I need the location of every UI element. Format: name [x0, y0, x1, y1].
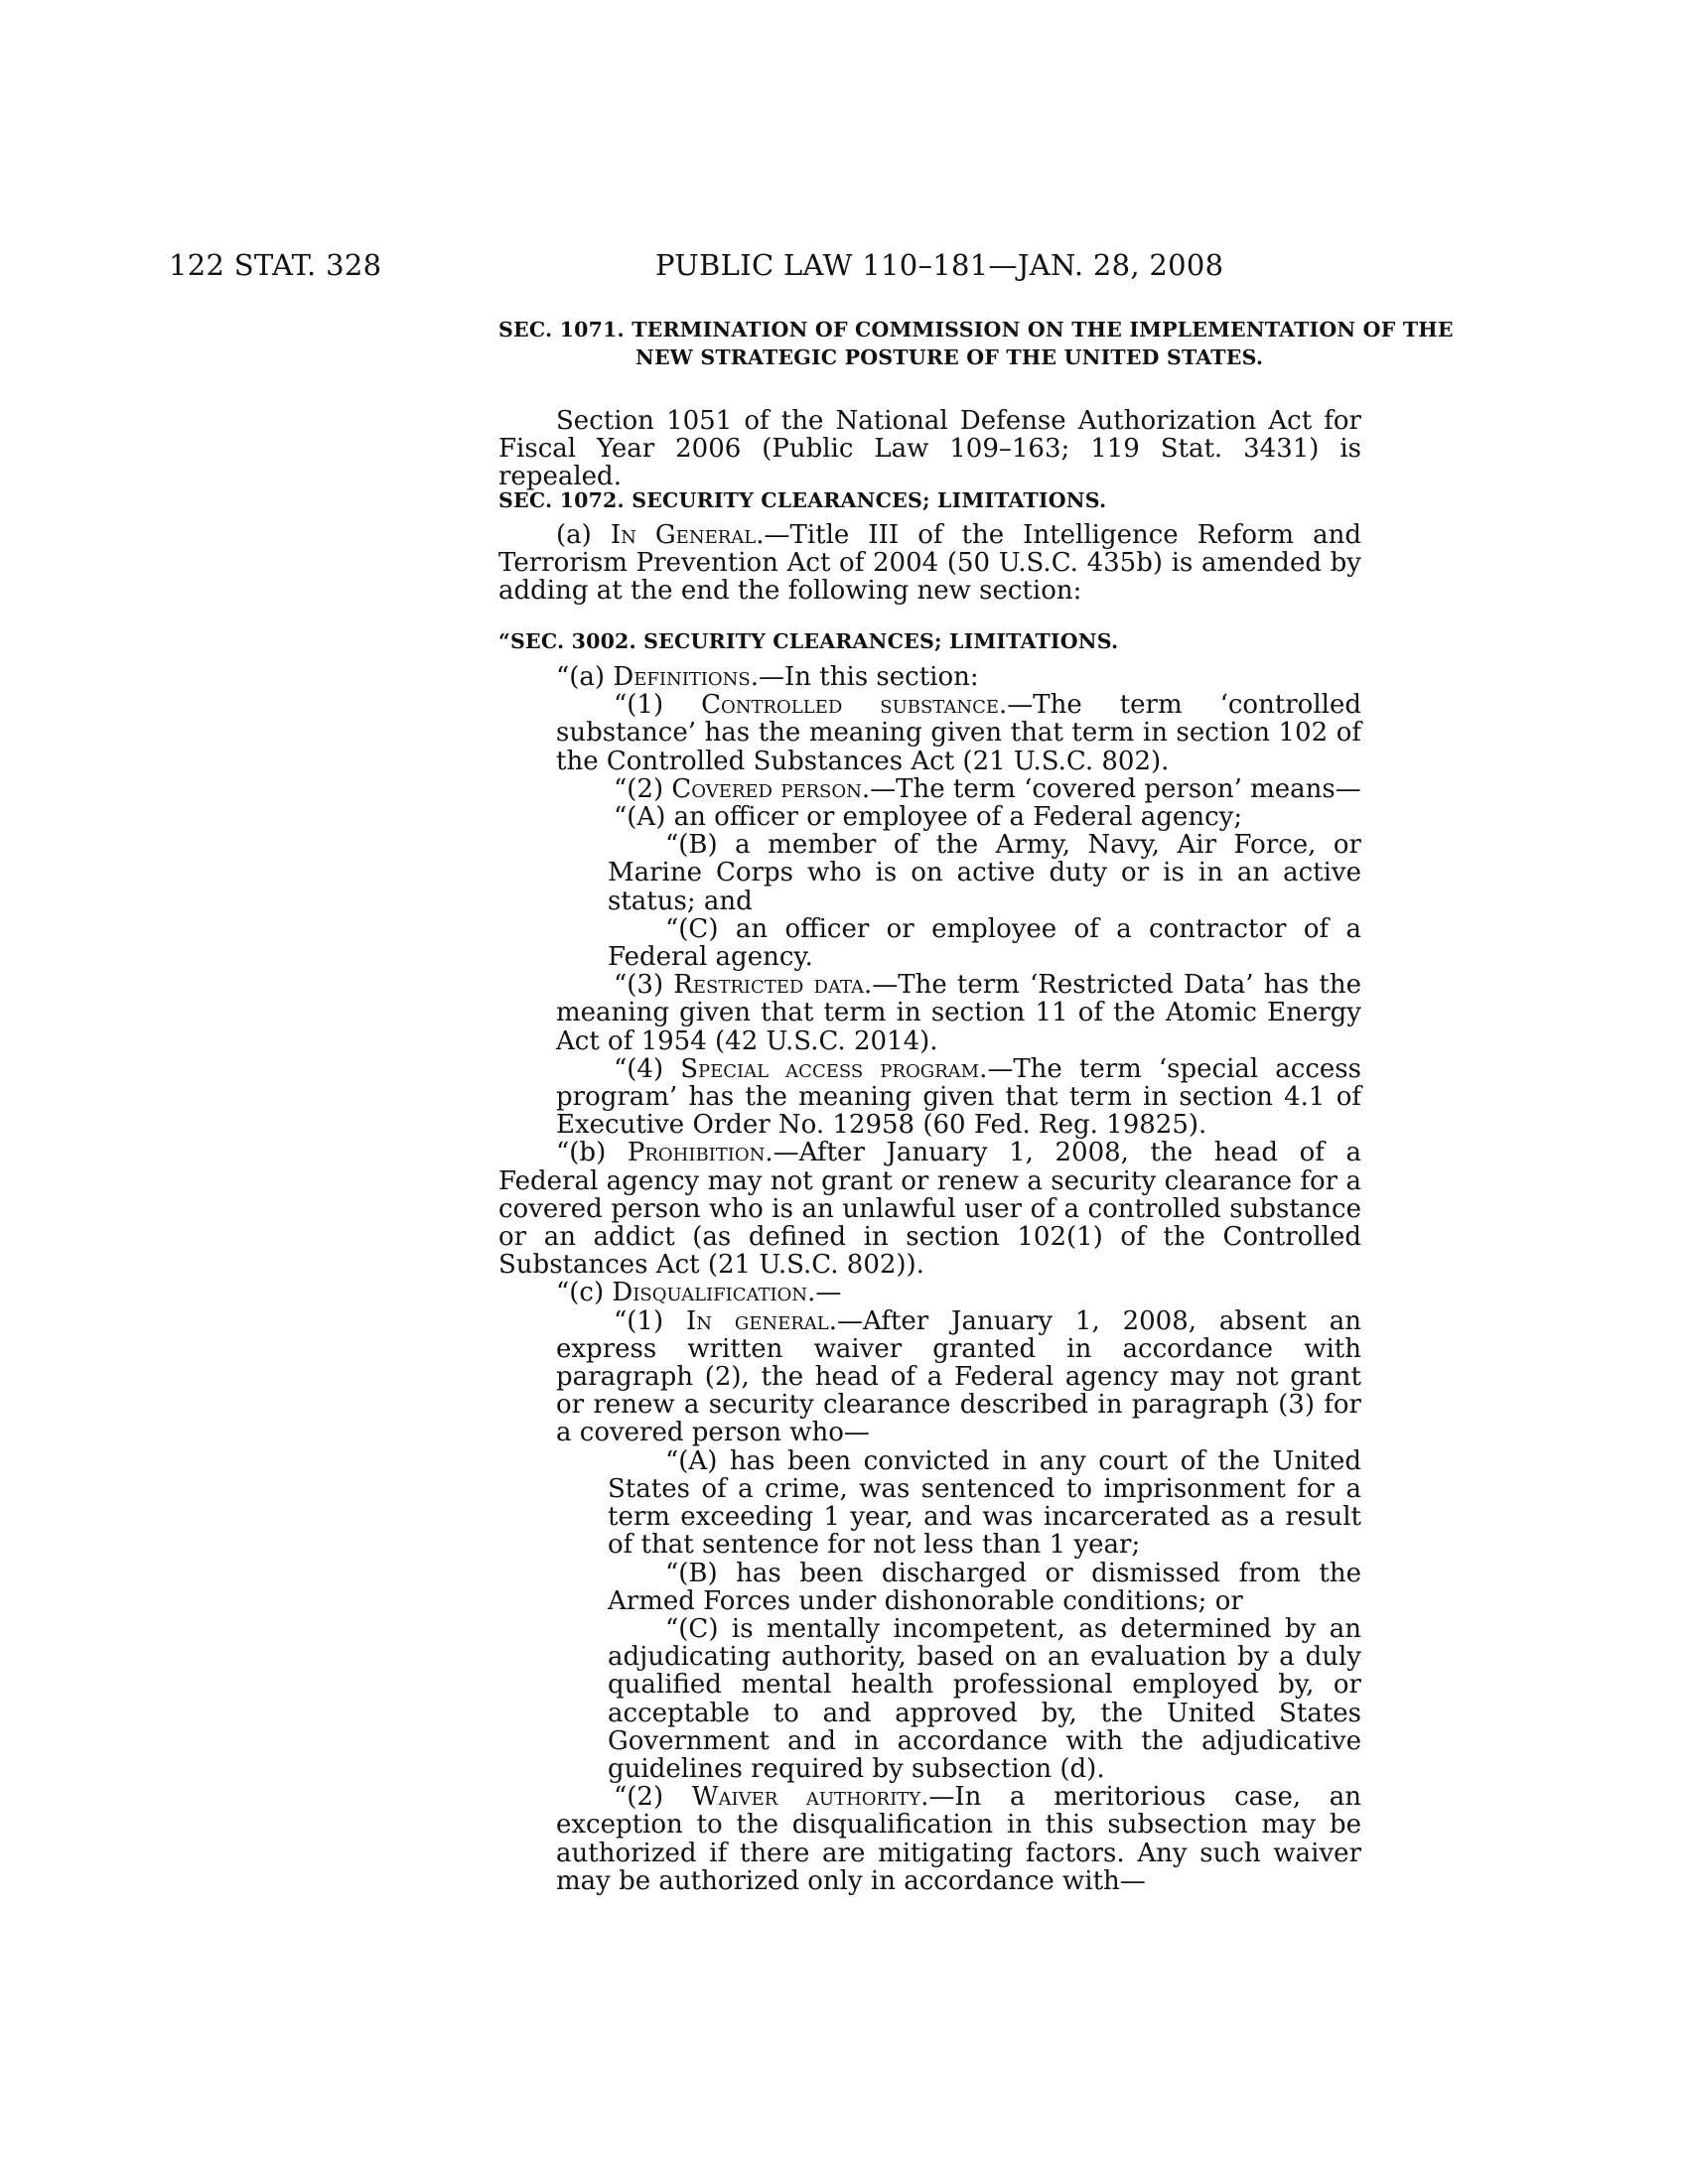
paragraph-c1-in-general: “(1) In general.—After January 1, 2008, absent an express written waiver granted in accordance with paragraph (2), the head of a Federal agency may not grant or renew a security clearance described in paragraph (3) for a covered person who— [556, 1305, 1361, 1448]
clause-c1-A: “(A) has been convicted in any court of the United States of a crime, was sentenced to imprisonment for a term exceeding 1 year, and was incarcerated as a result of that sentence for not less than 1 year; [608, 1445, 1361, 1561]
clause-c1-B: “(B) has been discharged or dismissed from the Armed Forces under dishonorable conditions; or [608, 1558, 1361, 1616]
clause-a2-B: “(B) a member of the Army, Navy, Air Force, or Marine Corps who is on active duty or is in an active status; and [608, 830, 1361, 916]
section-1071-heading: SEC. 1071. TERMINATION OF COMMISSION ON THE IMPLEMENTATION OF THE NEW STRATEGIC POSTURE OF THE UNITED STATES. [498, 318, 1454, 369]
subsection-b-prohibition: “(b) Prohibition.—After January 1, 2008, the head of a Federal agency may not grant or renew a security clearance for a covered person who is an unlawful user of a controlled substance or an addict (as defined in section 102(1) of the Controlled Substances Act (21 U.S.C. 802)). [498, 1138, 1361, 1281]
paragraph-a1-controlled-substance: “(1) Controlled substance.—The term ‘controlled substance’ has the meaning given that term in section 102 of the Controlled Substances Act (21 U.S.C. 802). [556, 690, 1361, 776]
clause-a2-A: “(A) an officer or employee of a Federal agency; [614, 802, 1243, 833]
section-1071-text: Section 1051 of the National Defense Authorization Act for Fiscal Year 2006 (Public Law 109–163; 119 Stat. 3431) is repealed. [498, 406, 1361, 492]
section-1072-heading: SEC. 1072. SECURITY CLEARANCES; LIMITATIONS. [498, 488, 1107, 512]
section-1072-subsection-a: (a) In General.—Title III of the Intelligence Reform and Terrorism Prevention Act of 2004 (50 U.S.C. 435b) is amended by adding at the end the following new section: [498, 520, 1361, 607]
paragraph-a2-covered-person: “(2) Covered person.—The term ‘covered person’ means— [614, 773, 1361, 804]
section-1072-body [498, 521, 1361, 606]
paragraph-c2-waiver-authority: “(2) Waiver authority.—In a meritorious case, an exception to the disqualification in this subsection may be authorized if there are mitigating factors. Any such waiver may be authorized only in accordance with— [556, 1782, 1361, 1896]
subsection-a-definitions: “(a) Definitions.—In this section: [556, 662, 979, 692]
section-3002-body [498, 663, 1361, 1895]
subsection-c-disqualification: “(c) Disqualification.— [556, 1278, 842, 1308]
page-stat-reference: 122 STAT. 328 [169, 248, 382, 282]
clause-a2-C: “(C) an officer or employee of a contractor of a Federal agency. [608, 913, 1361, 973]
clause-c1-C: “(C) is mentally incompetent, as determined by an adjudicating authority, based on an evaluation by a duly qualified mental health professional employed by, or acceptable to and approved by, the United States Government and in accordance with the adjudicative guidelines required by subsection (d). [608, 1613, 1361, 1784]
paragraph-a3-restricted-data: “(3) Restricted data.—The term ‘Restricted Data’ has the meaning given that term in section 11 of the Atomic Energy Act of 1954 (42 U.S.C. 2014). [556, 970, 1362, 1056]
page-header-title: PUBLIC LAW 110–181—JAN. 28, 2008 [655, 248, 1224, 282]
section-3002-heading: “SEC. 3002. SECURITY CLEARANCES; LIMITATIONS. [498, 629, 1119, 653]
paragraph-a4-special-access-program: “(4) Special access program.—The term ‘special access program’ has the meaning given that term in section 4.1 of Executive Order No. 12958 (60 Fed. Reg. 19825). [556, 1053, 1361, 1141]
section-1071-body [498, 407, 1361, 491]
